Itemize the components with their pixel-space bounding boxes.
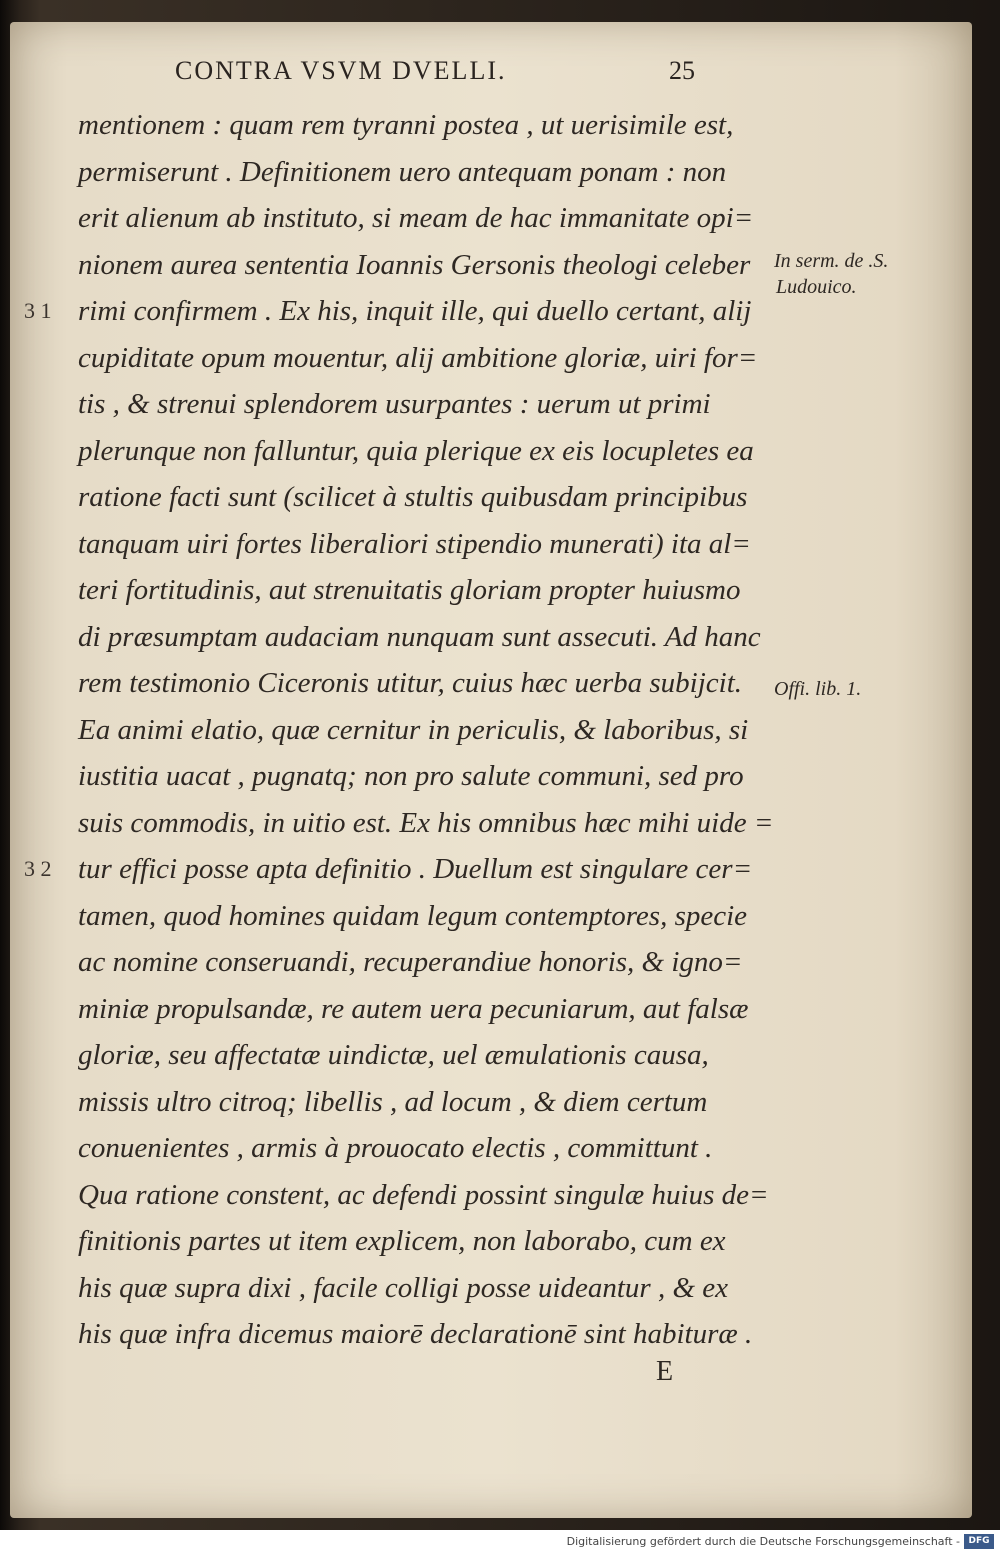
page-number: 25 <box>669 56 695 85</box>
catchword: E <box>656 1356 674 1387</box>
text-line: tanquam uiri fortes liberaliori stipendio munerati) ita al= <box>78 527 751 560</box>
text-line: nionem aurea sententia Ioannis Gersonis theologi celeber <box>78 248 751 281</box>
text-line: gloriæ, seu affectatæ uindictæ, uel æmulationis causa, <box>78 1039 709 1071</box>
running-header <box>175 56 695 86</box>
side-note-line: Offi. lib. 1. <box>774 678 862 700</box>
text-line: permiserunt . Definitionem uero antequam ponam : non <box>78 155 727 188</box>
side-note-cicero <box>774 676 861 702</box>
text-line: his quæ supra dixi , facile colligi posse uideantur , & ex <box>78 1271 729 1304</box>
text-line: ac nomine conseruandi, recuperandiue honoris, & igno= <box>78 946 743 978</box>
footer-bar <box>0 1530 1000 1554</box>
text-line: suis commodis, in uitio est. Ex his omnibus hæc mihi uide = <box>78 806 774 839</box>
footer-credit: Digitalisierung gefördert durch die Deutsche Forschungsgemeinschaft - <box>566 1535 960 1548</box>
body-text <box>78 102 778 1358</box>
dfg-logo: DFG <box>964 1534 994 1549</box>
text-line: cupiditate opum mouentur, alij ambitione gloriæ, uiri for= <box>78 341 758 374</box>
text-line: tur effici posse apta definitio . Duellum est singulare cer= <box>78 853 753 885</box>
text-line: finitionis partes ut item explicem, non laborabo, cum ex <box>78 1225 726 1257</box>
text-line: tis , & strenui splendorem usurpantes : uerum ut primi <box>78 388 711 420</box>
text-line: missis ultro citroq; libellis , ad locum , & diem certum <box>78 1085 708 1118</box>
side-note-line: Ludouico. <box>776 276 857 298</box>
text-line: rimi confirmem . Ex his, inquit ille, qui duello certant, alij <box>78 295 752 327</box>
running-title: CONTRA VSVM DVELLI. <box>175 56 507 85</box>
text-line: mentionem : quam rem tyranni postea , ut uerisimile est, <box>78 109 734 141</box>
text-line: teri fortitudinis, aut strenuitatis gloriam propter huiusmo <box>78 574 741 606</box>
text-line: tamen, quod homines quidam legum contemptores, specie <box>78 899 748 932</box>
text-line: his quæ infra dicemus maiorē declarationē sint habituræ . <box>78 1318 753 1350</box>
text-line: erit alienum ab instituto, si meam de hac immanitate opi= <box>78 202 754 234</box>
margin-number: 3 1 <box>24 298 52 323</box>
margin-number: 3 2 <box>24 856 52 881</box>
text-line: Qua ratione constent, ac defendi possint singulæ huius de= <box>78 1178 769 1211</box>
text-line: miniæ propulsandæ, re autem uera pecuniarum, aut falsæ <box>78 992 749 1025</box>
text-line: Ea animi elatio, quæ cernitur in periculis, & laboribus, si <box>78 713 749 746</box>
text-line: plerunque non falluntur, quia plerique ex eis locupletes ea <box>78 434 754 467</box>
side-note-gerson <box>774 248 888 300</box>
text-line: conuenientes , armis à prouocato electis , committunt . <box>78 1132 713 1164</box>
text-line: rem testimonio Ciceronis utitur, cuius hæc uerba subijcit. <box>78 667 743 699</box>
text-line: di præsumptam audaciam nunquam sunt assecuti. Ad hanc <box>78 620 761 653</box>
text-line: iustitia uacat , pugnatq; non pro salute communi, sed pro <box>78 760 744 792</box>
text-line: ratione facti sunt (scilicet à stultis quibusdam principibus <box>78 481 748 513</box>
side-note-line: In serm. de .S. <box>774 250 889 272</box>
